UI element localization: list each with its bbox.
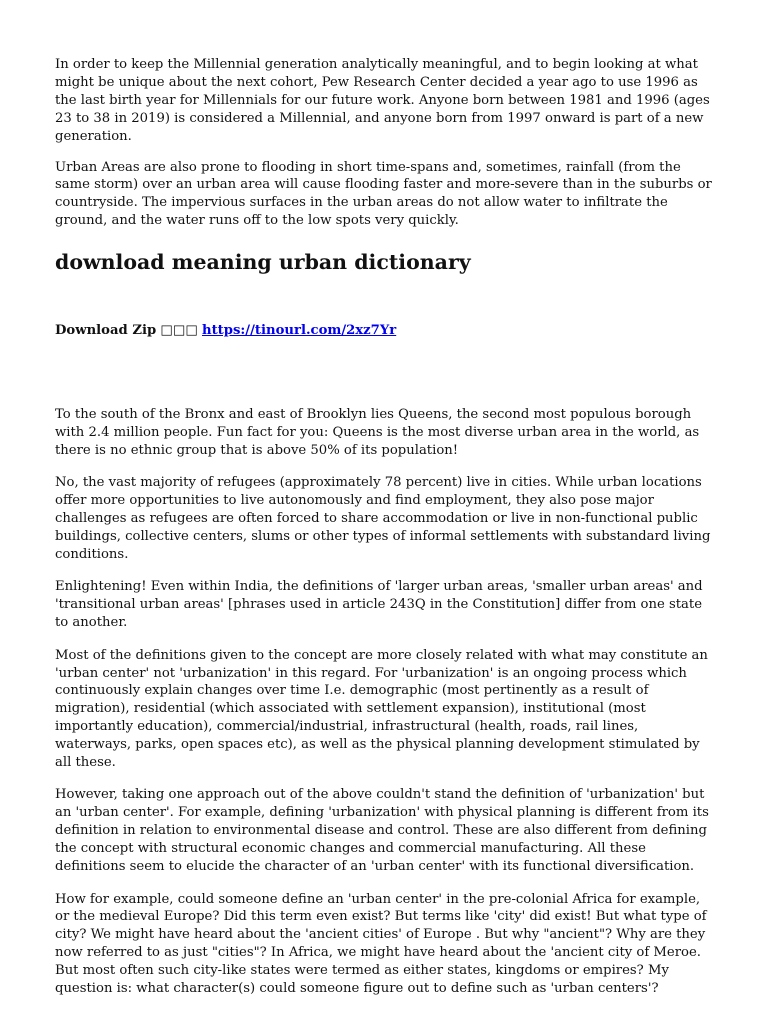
page-heading: download meaning urban dictionary	[55, 250, 471, 275]
download-line	[55, 322, 715, 340]
intro-paragraph-1: In order to keep the Millennial generation analytically meaningful, and to begin looking at what might be unique about the next cohort, Pew Research Center decided a year ago to use 1996 as the last birth year for Millennials for our future work. Anyone born between 1981 and 1996 (ages 23 to 38 in 2019) is considered a Millennial, and anyone born from 1997 onward is part of a new generation.	[55, 57, 710, 144]
intro-paragraph-2: Urban Areas are also prone to flooding in short time-spans and, sometimes, rainfall (from the same storm) over an urban area will cause flooding faster and more-severe than in the suburbs or countryside. The impervious surfaces in the urban areas do not allow water to infiltrate the ground, and the water runs off to the low spots very quickly.	[55, 159, 712, 229]
body-paragraph-2: No, the vast majority of refugees (approximately 78 percent) live in cities. While urban locations offer more opportunities to live autonomously and find employment, they also pose major challenges as refugees are often forced to share accommodation or live in non-functional public buildings, collective centers, slums or other types of informal settlements with substandard living conditions.	[55, 475, 711, 562]
download-label: Download Zip	[55, 323, 157, 339]
body-paragraph-1: To the south of the Bronx and east of Brooklyn lies Queens, the second most populous borough with 2.4 million people. Fun fact for you: Queens is the most diverse urban area in the world, as there is no ethnic group that is above 50% of its population!	[55, 407, 700, 458]
body-paragraph-4: Most of the definitions given to the concept are more closely related with what may constitute an 'urban center' not 'urbanization' in this regard. For 'urbanization' is an ongoing process which continuously explain changes over time I.e. demographic (most pertinently as a result of migration), residential (which associated with settlement expansion), institutional (most importantly education), commercial/industrial, infrastructural (health, roads, rail lines, waterways, parks, open spaces etc), as well as the physical planning development stimulated by all these.	[55, 647, 708, 771]
document-page	[55, 56, 715, 1012]
body-paragraph-3: Enlightening! Even within India, the definitions of 'larger urban areas, 'smaller urban areas' and 'transitional urban areas' [phrases used in article 243Q in the Constitution] differ from one state to another.	[55, 579, 703, 631]
article-body	[55, 406, 715, 998]
body-paragraph-6: How for example, could someone define an 'urban center' in the pre-colonial Africa for example, or the medieval Europe? Did this term even exist? But terms like 'city' did exist! But what type of city? We might have heard about the 'ancient cities' of Europe . But why "ancient"? Why are they now referred to as just "cities"? In Africa, we might have heard about the 'ancient city of Meroe. But most often such city-like states were termed as either states, kingdoms or empires? My question is: what character(s) could someone figure out to define such as 'urban centers'?	[55, 891, 707, 997]
body-paragraph-5: However, taking one approach out of the above couldn't stand the definition of 'urbanization' but an 'urban center'. For example, defining 'urbanization' with physical planning is different from its definition in relation to environmental disease and control. These are also different from defining the concept with structural economic changes and commercial manufacturing. All these definitions seem to elucide the character of an 'urban center' with its functional diversification.	[55, 787, 709, 875]
download-arrows: □□□	[160, 323, 198, 339]
download-link[interactable]: https://tinourl.com/2xz7Yr	[202, 323, 397, 339]
